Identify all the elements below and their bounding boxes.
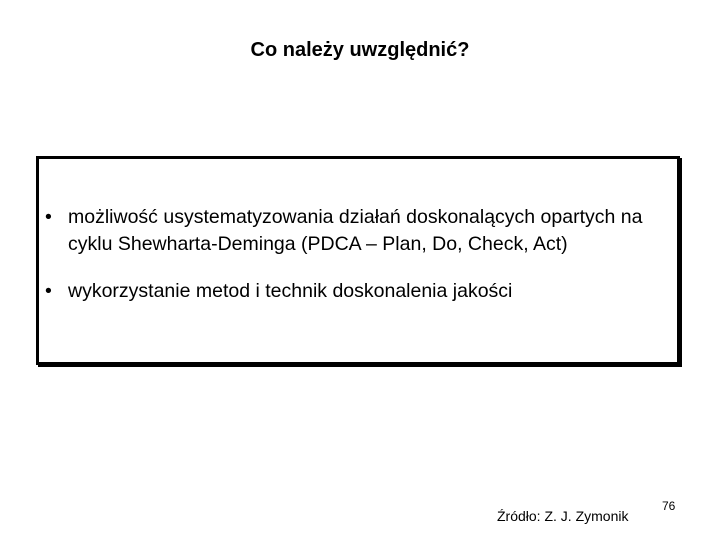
bullet-item xyxy=(45,204,671,258)
source-note: Źródło: Z. J. Zymonik xyxy=(497,508,629,524)
bullet-list xyxy=(45,204,671,325)
bullet-text: wykorzystanie metod i technik doskonalenia jakości xyxy=(68,280,513,302)
bullet-item xyxy=(45,278,671,305)
bullet-marker: • xyxy=(45,280,52,302)
page-number: 76 xyxy=(662,499,676,513)
bullet-marker: • xyxy=(45,206,52,228)
content-box xyxy=(36,156,680,365)
bullet-text: możliwość usystematyzowania działań doskonalących opartych na cyklu Shewharta-Deminga (PDCA – Plan, Do, Check, Act) xyxy=(68,206,643,255)
slide-title: Co należy uwzględnić? xyxy=(250,39,470,61)
